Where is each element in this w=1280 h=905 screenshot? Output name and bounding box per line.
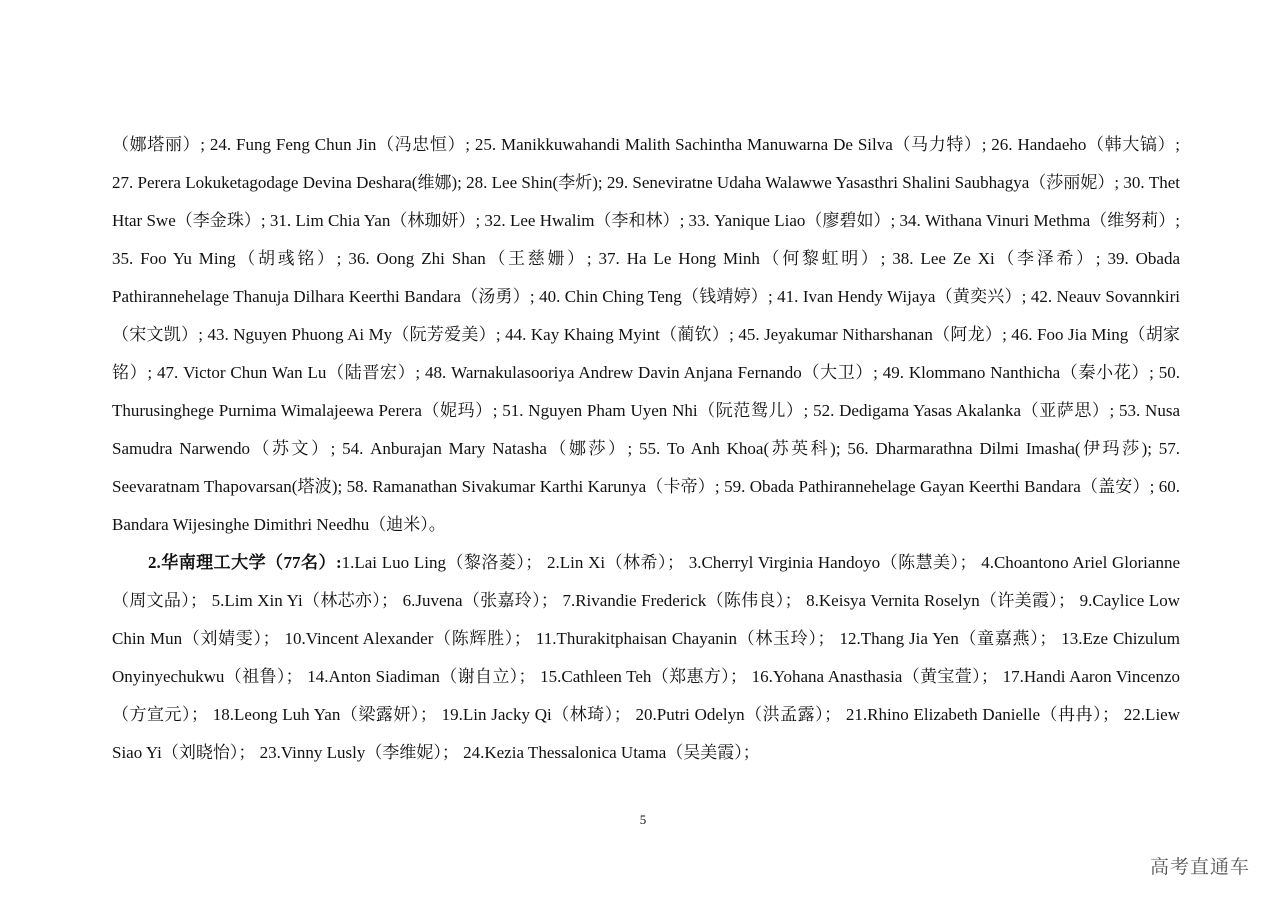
- name-list-paragraph: 1.Lai Luo Ling（黎洛菱）； 2.Lin Xi（林希）； 3.Cherryl Virginia Handoyo（陈慧美）； 4.Choantono Ariel Glorianne（周文品）； 5.Lim Xin Yi（林芯亦）； 6.Juvena（张嘉玲）； 7.Rivandie Frederick（陈伟良）； 8.Keisya Vernita Roselyn（许美霞）； 9.Caylice Low Chin Mun（刘婧雯）； 10.Vincent Alexander（陈辉胜）； 11.Thurakitphaisan Chayanin（林玉玲）； 12.Thang Jia Yen（童嘉燕）； 13.Eze Chizulum Onyinyechukwu（祖鲁）； 14.Anton Siadiman（谢自立）； 15.Cathleen Teh（郑惠方）； 16.Yohana Anasthasia（黄宝萱）； 17.Handi Aaron Vincenzo（方宣元）； 18.Leong Luh Yan（梁露妍）； 19.Lin Jacky Qi（林琦）； 20.Putri Odelyn（洪孟露）； 21.Rhino Elizabeth Danielle（冉冉）； 22.Liew Siao Yi（刘晓怡）； 23.Vinny Lusly（李维妮）； 24.Kezia Thessalonica Utama（吴美霞）；: [112, 553, 1180, 762]
- section-heading: 2.华南理工大学（77名）:: [148, 553, 342, 572]
- page-number: 5: [639, 812, 647, 827]
- document-body: [112, 126, 1180, 772]
- name-list-paragraph: （娜塔丽）; 24. Fung Feng Chun Jin（冯忠恒）; 25. Manikkuwahandi Malith Sachintha Manuwarna De Silva（马力特）; 26. Handaeho（韩大镐）; 27. Perera Lokuketagodage Devina Deshara(维娜); 28. Lee Shin(李炘); 29. Seneviratne Udaha Walawwe Yasasthri Shalini Saubhagya（莎丽妮）; 30. Thet Htar Swe（李金珠）; 31. Lim Chia Yan（林珈妍）; 32. Lee Hwalim（李和林）; 33. Yanique Liao（廖碧如）; 34. Withana Vinuri Methma（维努莉）; 35. Foo Yu Ming（胡彧铭）; 36. Oong Zhi Shan（王慈姗）; 37. Ha Le Hong Minh（何黎虹明）; 38. Lee Ze Xi（李泽希）; 39. Obada Pathirannehelage Thanuja Dilhara Keerthi Bandara（汤勇）; 40. Chin Ching Teng（钱靖婷）; 41. Ivan Hendy Wijaya（黄奕兴）; 42. Neauv Sovannkiri（宋文凯）; 43. Nguyen Phuong Ai My（阮芳爱美）; 44. Kay Khaing Myint（蔺钦）; 45. Jeyakumar Nitharshanan（阿龙）; 46. Foo Jia Ming（胡家铭）; 47. Victor Chun Wan Lu（陆晋宏）; 48. Warnakulasooriya Andrew Davin Anjana Fernando（大卫）; 49. Klommano Nanthicha（秦小花）; 50. Thurusinghege Purnima Wimalajeewa Perera（妮玛）; 51. Nguyen Pham Uyen Nhi（阮范鸳儿）; 52. Dedigama Yasas Akalanka（亚萨思）; 53. Nusa Samudra Narwendo（苏文）; 54. Anburajan Mary Natasha（娜莎）; 55. To Anh Khoa(苏英科); 56. Dharmarathna Dilmi Imasha(伊玛莎); 57. Seevaratnam Thapovarsan(塔波); 58. Ramanathan Sivakumar Karthi Karunya（卡帝）; 59. Obada Pathirannehelage Gayan Keerthi Bandara（盖安）; 60. Bandara Wijesinghe Dimithri Needhu（迪米）。: [112, 135, 1180, 534]
- university-section: [112, 544, 1180, 772]
- watermark: 高考直通车: [1149, 856, 1250, 878]
